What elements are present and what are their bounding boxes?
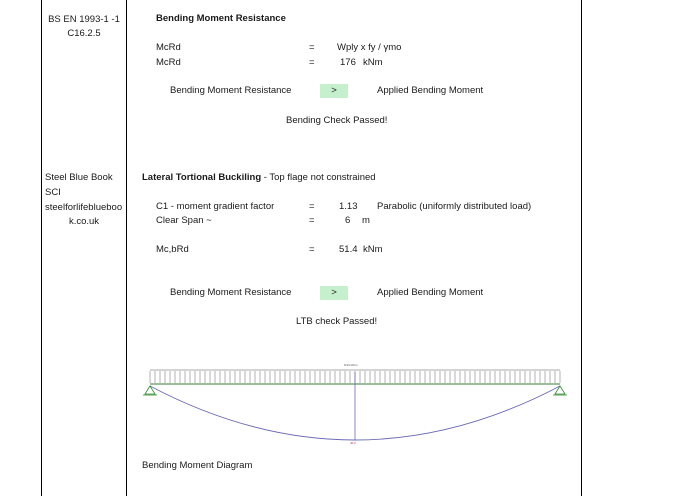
ltb-heading-title: Lateral Tortional Buckiling xyxy=(142,172,262,183)
ref-url-line2: k.co.uk xyxy=(68,216,100,227)
moment-heading: Bending Moment Resistance xyxy=(156,13,286,24)
ltb-row-eq: = xyxy=(309,244,315,255)
moment-curve xyxy=(150,386,560,440)
distributed-load-arrows xyxy=(150,371,560,383)
ltb-row-label: Clear Span ~ xyxy=(156,215,212,226)
moment-row-label: McRd xyxy=(156,42,181,53)
moment-result: Bending Check Passed! xyxy=(286,115,388,126)
ref-code: BS EN 1993-1 -1 xyxy=(48,14,120,25)
ltb-result: LTB check Passed! xyxy=(296,316,378,327)
ltb-row-eq: = xyxy=(309,201,315,212)
moment-row-label: McRd xyxy=(156,57,181,68)
moment-value: 176 xyxy=(340,57,356,68)
column-border-ref xyxy=(126,0,127,496)
ltb-row-label: C1 - moment gradient factor xyxy=(156,201,275,212)
ltb-row-eq: = xyxy=(309,215,315,226)
column-border-right xyxy=(581,0,582,496)
ref-book: Steel Blue Book xyxy=(45,172,113,183)
ref-url-line1: steelforlifeblueboo xyxy=(45,202,123,213)
support-left-icon xyxy=(143,386,157,395)
ltb-c1-value: 1.13 xyxy=(339,201,358,212)
ltb-mcbrd-unit: kNm xyxy=(363,244,383,255)
ref-sci: SCI xyxy=(45,187,61,198)
ltb-c1-note: Parabolic (uniformly distributed load) xyxy=(377,201,532,212)
diagram-caption: Bending Moment Diagram xyxy=(142,460,253,471)
ltb-heading xyxy=(142,172,376,184)
ref-clause: C16.2.5 xyxy=(67,28,101,39)
moment-row-eq: = xyxy=(309,57,315,68)
support-right-icon xyxy=(553,386,567,395)
ltb-span-value: 6 xyxy=(345,215,351,226)
moment-row-eq: = xyxy=(309,42,315,53)
moment-formula: Wply x fy / γmo xyxy=(337,42,402,53)
ltb-compare-right: Applied Bending Moment xyxy=(377,287,484,298)
moment-compare-right: Applied Bending Moment xyxy=(377,85,484,96)
column-border-left xyxy=(41,0,42,496)
max-moment-label: 40.2 xyxy=(350,441,356,445)
ltb-compare-sign: > xyxy=(320,286,348,300)
moment-compare-left: Bending Moment Resistance xyxy=(170,85,292,96)
ltb-row-label: Mc,bRd xyxy=(156,244,189,255)
ltb-mcbrd-value: 51.4 xyxy=(339,244,358,255)
ltb-span-unit: m xyxy=(362,215,370,226)
ltb-compare-left: Bending Moment Resistance xyxy=(170,287,292,298)
load-label: 8.93 kN/m xyxy=(344,363,358,367)
ltb-heading-suffix: - Top flage not constrained xyxy=(261,172,376,183)
moment-compare-sign: > xyxy=(320,84,348,98)
moment-unit: kNm xyxy=(363,57,383,68)
